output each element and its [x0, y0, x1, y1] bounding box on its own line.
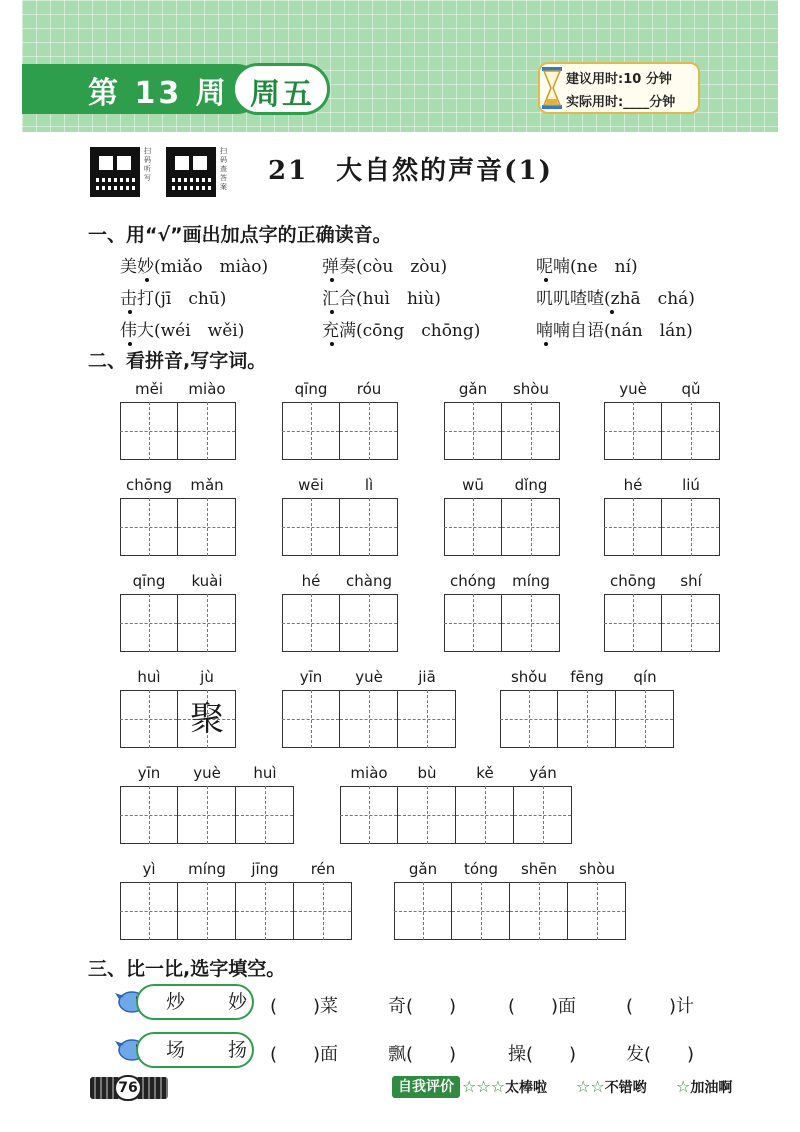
eval-option-label: 加油啊	[690, 1080, 733, 1096]
cell-character	[282, 594, 340, 652]
pinyin-label: qīng	[294, 380, 328, 398]
pinyin-label: kě	[476, 764, 494, 782]
suggested-time: 建议用时:10 分钟	[566, 72, 672, 87]
tian-zi-cell[interactable]	[178, 690, 236, 748]
cell-character	[444, 594, 502, 652]
eval-option-tryharder[interactable]	[676, 1077, 732, 1097]
pinyin-label: yuè	[193, 764, 221, 782]
qr-code-answers[interactable]	[166, 147, 216, 197]
cell-character	[178, 498, 236, 556]
fill-blank[interactable]: ( )计	[626, 996, 695, 1017]
reading-item: 汇合(huì hiù)	[322, 289, 441, 309]
section2-title: 二、看拼音,写字词。	[88, 350, 267, 372]
tian-zi-cell[interactable]	[510, 882, 568, 940]
tian-zi-cell[interactable]	[282, 690, 340, 748]
pinyin-label: hé	[623, 476, 643, 494]
pinyin-label: chàng	[346, 572, 392, 590]
fill-blank[interactable]: ( )面	[270, 1044, 339, 1065]
page-number: 76	[114, 1075, 142, 1101]
cell-character	[120, 498, 178, 556]
pinyin-label: róu	[356, 380, 382, 398]
cell-character	[502, 498, 560, 556]
cell-character	[514, 786, 572, 844]
cell-character	[282, 690, 340, 748]
tian-zi-cell[interactable]	[452, 882, 510, 940]
section1-title: 一、用“√”画出加点字的正确读音。	[88, 224, 392, 246]
tian-zi-cell[interactable]	[282, 498, 340, 556]
cell-character	[340, 690, 398, 748]
cell-character	[178, 594, 236, 652]
tian-zi-cell[interactable]	[604, 498, 662, 556]
fill-blank[interactable]: 奇( )	[388, 996, 457, 1017]
choice-pill-1: 炒 妙	[136, 984, 254, 1020]
tian-zi-cell[interactable]	[294, 882, 352, 940]
tian-zi-cell[interactable]	[500, 690, 558, 748]
cell-character	[340, 594, 398, 652]
tian-zi-cell[interactable]	[662, 594, 720, 652]
tian-zi-cell[interactable]	[236, 882, 294, 940]
reading-item: 喃喃自语(nán lán)	[536, 321, 693, 341]
pinyin-label: liú	[682, 476, 700, 494]
fill-blank[interactable]: ( )菜	[270, 996, 339, 1017]
tian-zi-cell[interactable]	[558, 690, 616, 748]
star-icon: ☆☆	[576, 1077, 605, 1096]
cell-character	[236, 882, 294, 940]
pinyin-label: qīng	[132, 572, 166, 590]
tian-zi-cell[interactable]	[178, 402, 236, 460]
tian-zi-cell[interactable]	[178, 882, 236, 940]
cell-character	[120, 786, 178, 844]
pinyin-label: miào	[188, 380, 226, 398]
pinyin-label: qín	[633, 668, 657, 686]
cell-character	[500, 690, 558, 748]
cell-character	[444, 498, 502, 556]
pinyin-label: shí	[680, 572, 702, 590]
pinyin-label: gǎn	[458, 380, 488, 398]
reading-item: 叽叽喳喳(zhā chá)	[536, 289, 695, 309]
cell-character	[502, 594, 560, 652]
emphasis-dot	[330, 310, 334, 314]
pinyin-label: wū	[462, 476, 484, 494]
cell-character	[340, 498, 398, 556]
pinyin-label: shòu	[512, 380, 549, 398]
pinyin-label: yīn	[137, 764, 161, 782]
tian-zi-cell[interactable]	[236, 786, 294, 844]
tian-zi-cell[interactable]	[120, 786, 178, 844]
emphasis-dot	[610, 310, 614, 314]
pinyin-label: fēng	[570, 668, 604, 686]
qr-code-dictation[interactable]	[90, 147, 140, 197]
pinyin-label: míng	[512, 572, 550, 590]
pinyin-label: chóng	[450, 572, 496, 590]
cell-character	[120, 594, 178, 652]
pinyin-label: rén	[310, 860, 336, 878]
tian-zi-cell[interactable]	[502, 594, 560, 652]
tian-zi-cell[interactable]	[394, 882, 452, 940]
tian-zi-cell[interactable]	[178, 594, 236, 652]
fill-blank[interactable]: 发( )	[626, 1044, 695, 1065]
tian-zi-cell[interactable]	[120, 882, 178, 940]
cell-character	[294, 882, 352, 940]
cell-character	[120, 402, 178, 460]
qr-caption-answers: 扫码查答案	[220, 147, 227, 191]
cell-character	[444, 402, 502, 460]
cell-character	[662, 594, 720, 652]
day-label: 周五	[250, 77, 314, 112]
cell-character	[452, 882, 510, 940]
tian-zi-cell[interactable]	[120, 498, 178, 556]
cell-character	[604, 498, 662, 556]
fill-blank[interactable]: ( )面	[508, 996, 577, 1017]
tian-zi-cell[interactable]	[662, 498, 720, 556]
tian-zi-cell[interactable]	[662, 402, 720, 460]
pinyin-label: yì	[142, 860, 156, 878]
cell-character	[120, 690, 178, 748]
emphasis-dot	[330, 278, 334, 282]
qr-caption-dictation: 扫码听写	[144, 147, 151, 182]
week-label: 第 13 周	[88, 76, 229, 111]
pinyin-label: yuè	[619, 380, 647, 398]
cell-character	[340, 402, 398, 460]
reading-item: 充满(cōng chōng)	[322, 321, 481, 341]
section3-title: 三、比一比,选字填空。	[88, 958, 286, 980]
eval-option-good[interactable]	[576, 1077, 647, 1097]
pinyin-label: bù	[417, 764, 437, 782]
actual-time: 实际用时:____分钟	[566, 95, 676, 110]
cell-character	[398, 690, 456, 748]
cell-character	[616, 690, 674, 748]
reading-item: 伟大(wéi wěi)	[120, 321, 245, 341]
pinyin-label: tóng	[463, 860, 499, 878]
pinyin-label: měi	[134, 380, 163, 398]
cell-character: 聚	[190, 699, 224, 739]
pinyin-label: shēn	[520, 860, 558, 878]
fill-blank[interactable]: 飘( )	[388, 1044, 457, 1065]
tian-zi-cell[interactable]	[502, 498, 560, 556]
pinyin-label: chōng	[126, 476, 172, 494]
tian-zi-cell[interactable]	[616, 690, 674, 748]
emphasis-dot	[128, 310, 132, 314]
pinyin-label: kuài	[191, 572, 223, 590]
cell-character	[558, 690, 616, 748]
pinyin-label: shòu	[578, 860, 615, 878]
tian-zi-cell[interactable]	[502, 402, 560, 460]
cell-character	[282, 402, 340, 460]
tian-zi-cell[interactable]	[120, 594, 178, 652]
tian-zi-cell[interactable]	[120, 402, 178, 460]
star-icon: ☆	[676, 1077, 691, 1096]
tian-zi-cell[interactable]	[340, 594, 398, 652]
cell-character	[510, 882, 568, 940]
cell-character	[398, 786, 456, 844]
pinyin-label: hé	[301, 572, 321, 590]
tian-zi-cell[interactable]	[340, 786, 398, 844]
emphasis-dot	[145, 278, 149, 282]
pinyin-label: mǎn	[190, 476, 224, 494]
tian-zi-cell[interactable]	[604, 402, 662, 460]
tian-zi-cell[interactable]	[398, 690, 456, 748]
cell-character	[568, 882, 626, 940]
tian-zi-cell[interactable]	[604, 594, 662, 652]
pinyin-label: gǎn	[408, 860, 438, 878]
tian-zi-cell[interactable]	[178, 498, 236, 556]
pinyin-label: wēi	[298, 476, 324, 494]
emphasis-dot	[544, 342, 548, 346]
tian-zi-cell[interactable]	[120, 690, 178, 748]
tian-zi-cell[interactable]	[444, 402, 502, 460]
cell-character	[502, 402, 560, 460]
pinyin-label: yán	[529, 764, 557, 782]
tian-zi-cell[interactable]	[340, 690, 398, 748]
pinyin-label: míng	[188, 860, 226, 878]
pinyin-label: jīng	[251, 860, 279, 878]
tian-zi-cell[interactable]	[398, 786, 456, 844]
pinyin-label: huì	[137, 668, 161, 686]
pinyin-label: huì	[253, 764, 277, 782]
choice-pill-2: 场 扬	[136, 1032, 254, 1068]
cell-character	[282, 498, 340, 556]
tian-zi-cell[interactable]	[282, 402, 340, 460]
cell-character	[178, 402, 236, 460]
pinyin-label: qǔ	[681, 380, 701, 398]
tian-zi-cell[interactable]	[444, 594, 502, 652]
tian-zi-cell[interactable]	[568, 882, 626, 940]
cell-character	[456, 786, 514, 844]
tian-zi-cell[interactable]	[340, 498, 398, 556]
cell-character	[120, 882, 178, 940]
tian-zi-cell[interactable]	[444, 498, 502, 556]
lesson-title: 21 大自然的声音(1)	[268, 156, 553, 186]
eval-option-label: 太棒啦	[505, 1080, 548, 1096]
pinyin-label: chōng	[610, 572, 656, 590]
eval-option-label: 不错哟	[604, 1080, 647, 1096]
tian-zi-cell[interactable]	[456, 786, 514, 844]
hourglass-icon	[541, 66, 563, 110]
tian-zi-cell[interactable]	[340, 402, 398, 460]
cell-character	[604, 594, 662, 652]
pinyin-label: miào	[350, 764, 388, 782]
star-icon: ☆☆☆	[462, 1077, 506, 1096]
pinyin-label: shǒu	[510, 668, 547, 686]
reading-item: 呢喃(ne ní)	[536, 257, 638, 277]
tian-zi-cell[interactable]	[282, 594, 340, 652]
pinyin-label: jù	[200, 668, 214, 686]
reading-item: 弹奏(còu zòu)	[322, 257, 448, 277]
self-eval-label: 自我评价	[392, 1076, 460, 1098]
emphasis-dot	[544, 278, 548, 282]
cell-character	[662, 402, 720, 460]
cell-character	[604, 402, 662, 460]
reading-item: 击打(jī chū)	[120, 289, 227, 309]
cell-character	[236, 786, 294, 844]
pinyin-label: yuè	[355, 668, 383, 686]
cell-character	[394, 882, 452, 940]
cell-character	[178, 882, 236, 940]
emphasis-dot	[330, 342, 334, 346]
cell-character	[662, 498, 720, 556]
pinyin-label: yīn	[299, 668, 323, 686]
cell-character	[340, 786, 398, 844]
pinyin-label: dǐng	[514, 476, 548, 494]
pinyin-label: lì	[364, 476, 374, 494]
fill-blank[interactable]: 操( )	[508, 1044, 577, 1065]
tian-zi-cell[interactable]	[178, 786, 236, 844]
pinyin-label: jiā	[418, 668, 436, 686]
eval-option-great[interactable]	[462, 1077, 547, 1097]
reading-item: 美妙(miǎo miào)	[120, 257, 269, 277]
cell-character	[178, 786, 236, 844]
tian-zi-cell[interactable]	[514, 786, 572, 844]
